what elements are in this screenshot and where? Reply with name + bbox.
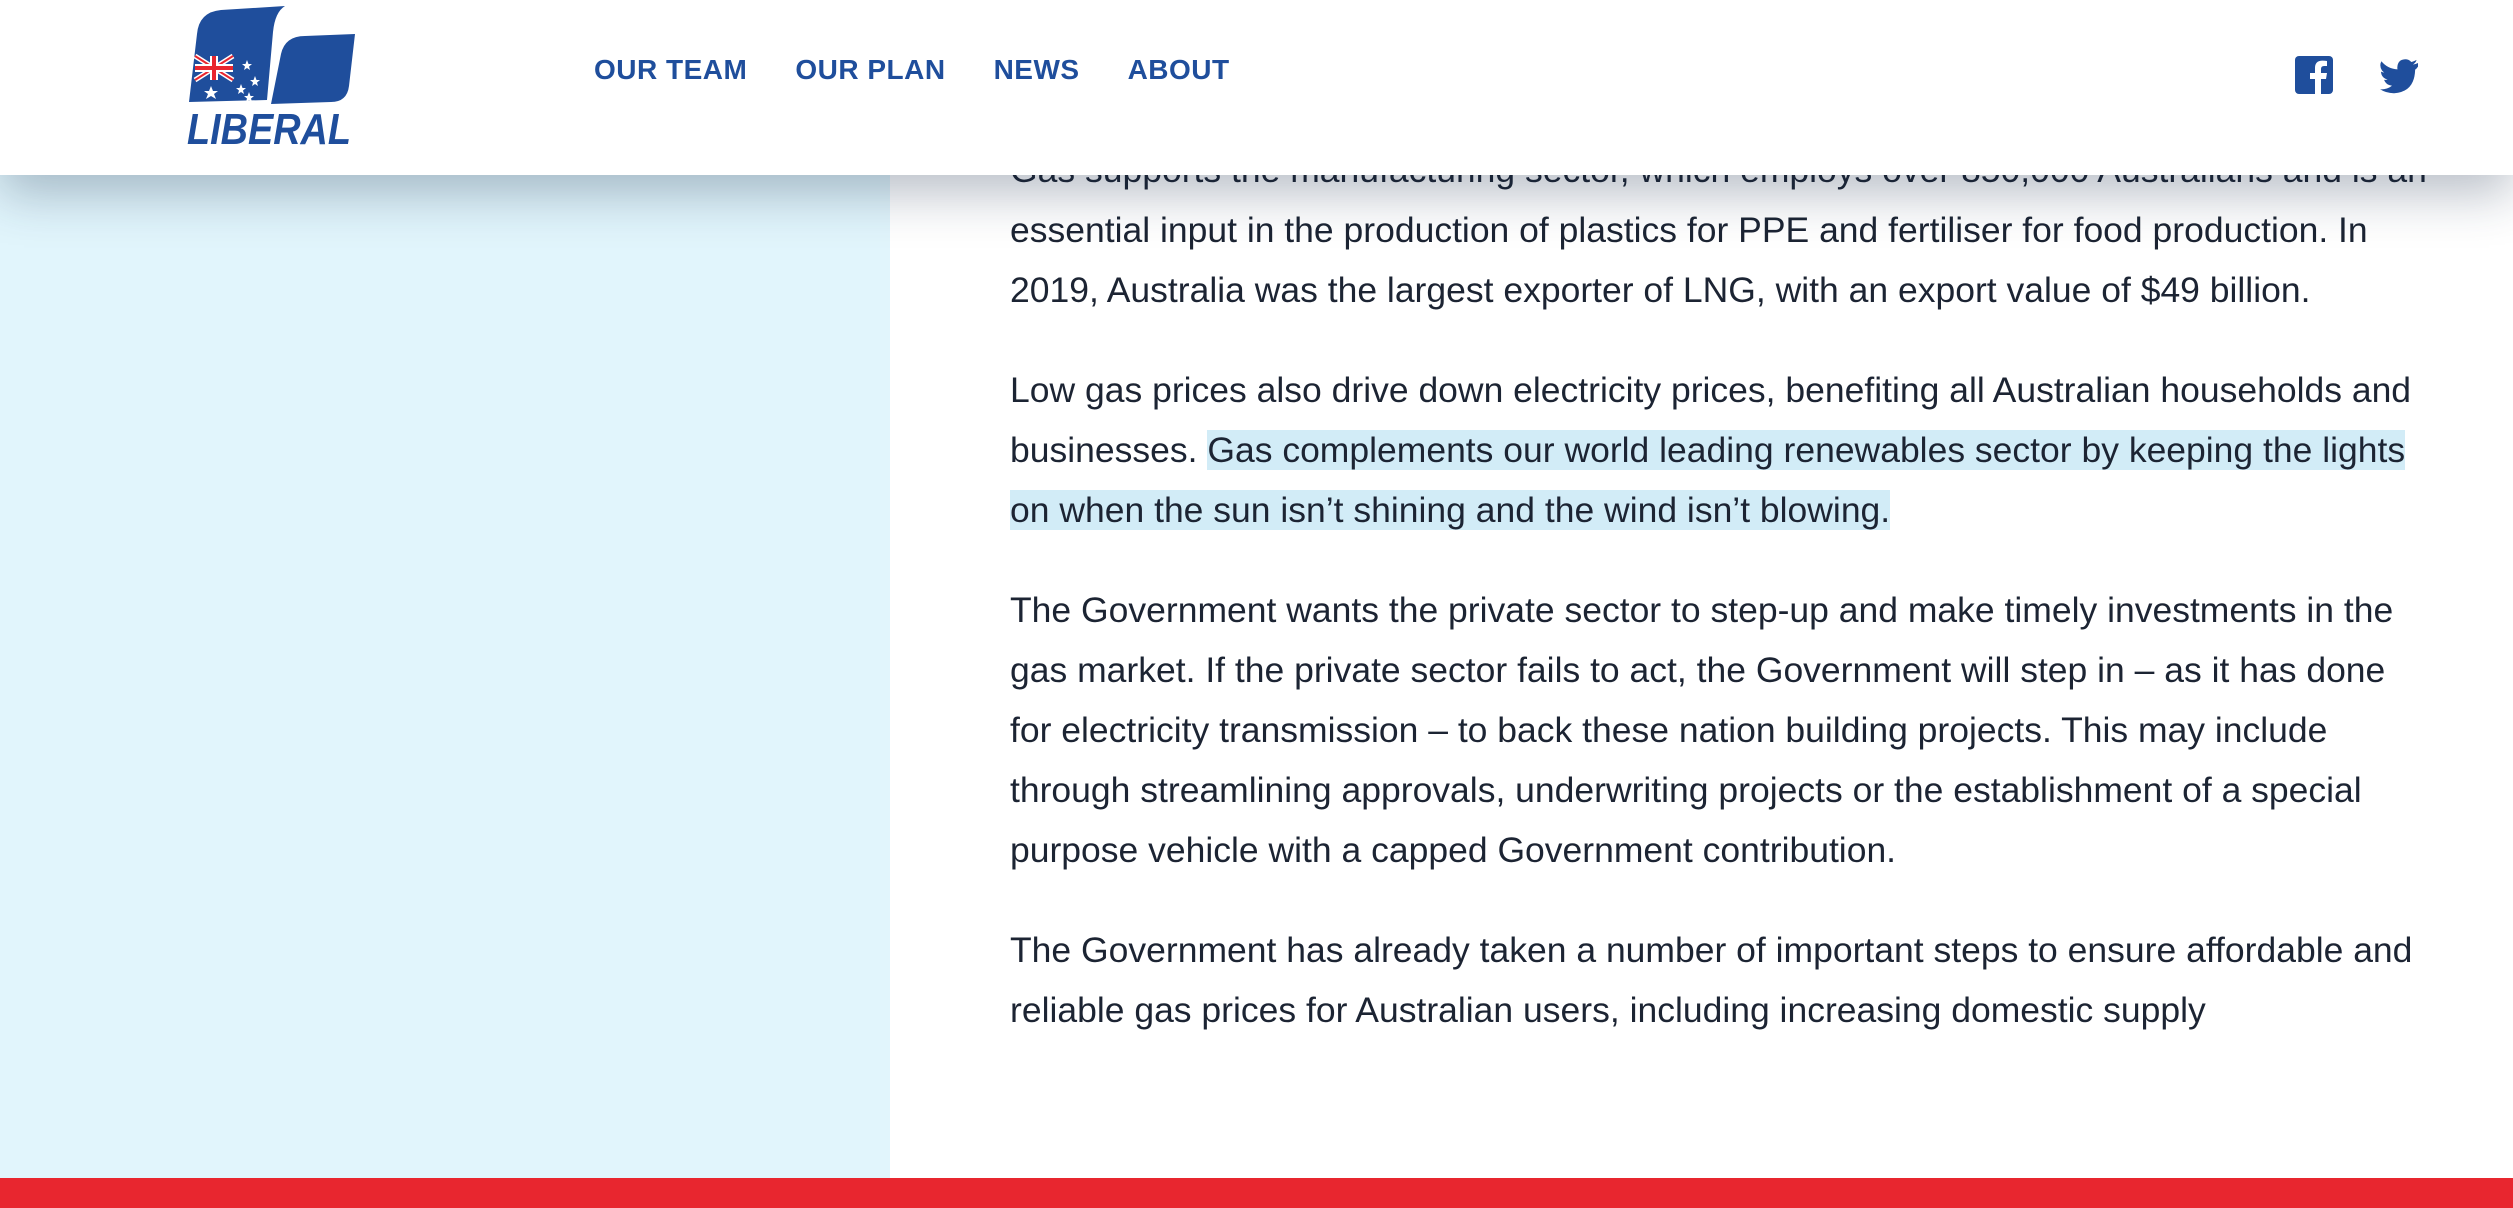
article-body bbox=[1010, 140, 2430, 1080]
nav-our-team[interactable]: OUR TEAM bbox=[594, 54, 748, 85]
twitter-icon bbox=[2378, 54, 2420, 96]
logo-icon bbox=[185, 6, 357, 154]
site-header bbox=[0, 0, 2513, 175]
article-paragraph-1: essential input in the production of plastics for PPE and fertiliser for food production. In 2019, Australia was the largest exporter of LNG, with an export value of $49 billion. bbox=[1010, 210, 2368, 310]
main-nav bbox=[594, 54, 1278, 86]
facebook-icon bbox=[2293, 54, 2335, 96]
nav-our-plan[interactable]: OUR PLAN bbox=[795, 54, 946, 85]
twitter-link[interactable] bbox=[2378, 54, 2420, 96]
footer-red-bar bbox=[0, 1178, 2513, 1208]
sidebar-panel bbox=[0, 0, 890, 1208]
nav-news[interactable]: NEWS bbox=[993, 54, 1080, 85]
facebook-link[interactable] bbox=[2293, 54, 2335, 96]
nav-about[interactable]: ABOUT bbox=[1127, 54, 1230, 85]
article-paragraph-2 bbox=[1010, 360, 2430, 540]
svg-text:LIBERAL: LIBERAL bbox=[187, 105, 351, 154]
liberal-logo[interactable] bbox=[185, 6, 357, 154]
highlighted-text: Gas complements our world leading renewables sector by keeping the lights on when the sun isn’t shining and the wind isn’t blowing. bbox=[1010, 430, 2406, 530]
article-paragraph-3: The Government wants the private sector to step-up and make timely investments in the gas market. If the private sector fails to act, the Government will step in – as it has done for electricity transmission – to back these nation building projects. This may include through streamlining approvals, underwriting projects or the establishment of a special purpose vehicle with a capped Government contribution. bbox=[1010, 590, 2394, 870]
article-paragraph-4: The Government has already taken a number of important steps to ensure affordable and reliable gas prices for Australian users, including increasing domestic supply bbox=[1010, 930, 2413, 1030]
paragraph-2-text: Low gas prices also drive down electricity prices, benefiting all Australian households and businesses. bbox=[1010, 370, 2412, 470]
